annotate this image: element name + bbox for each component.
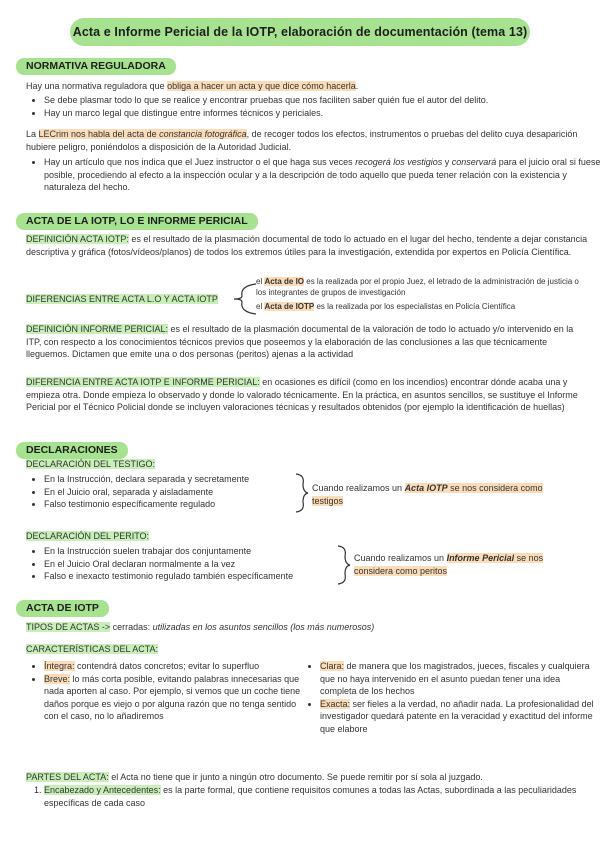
list-item: • Falso e inexacto testimonio regulado también específicamente bbox=[44, 570, 354, 583]
list-item: • Hay un artículo que nos indica que el Juez instructor o el que haga sus veces recogerá los vestigios y conservará para el juicio oral si fuese posible, procediendo al efecto a la inspección ocular y a la descripción de todo aquello que pueda tener relación con la existencia y naturaleza del hecho. bbox=[44, 156, 600, 194]
partes-acta: PARTES DEL ACTA: el Acta no tiene que ir junto a ningún otro documento. Se puede remitir por sí sola al juzgado. bbox=[26, 772, 483, 782]
list-item: • En la Instrucción, declara separada y secretamente bbox=[44, 473, 314, 486]
perito-list bbox=[30, 545, 354, 583]
caracteristicas-label: CARACTERÍSTICAS DEL ACTA: bbox=[26, 644, 159, 654]
partes-list bbox=[30, 784, 600, 809]
testigo-list bbox=[30, 473, 314, 511]
tipos-actas: TIPOS DE ACTAS -> cerradas: utilizadas en los asuntos sencillos (los más numerosos) bbox=[26, 622, 375, 632]
curly-bracket-icon bbox=[293, 472, 311, 514]
definicion-informe-pericial: DEFINICIÓN INFORME PERICIAL: es el resultado de la plasmación documental de la valoración de todo lo actuado y/o intervenido en la ITP, con respecto a los conocimientos técnicos previos que poseemos y la elaboración de las conclusiones a las que técnicamente lleguemos. Dictamen que emite una o dos personas (peritos) ajenas a la actividad bbox=[26, 324, 574, 359]
list-item: • En el Juicio Oral declaran normalmente a la vez bbox=[44, 558, 354, 571]
curly-bracket-icon bbox=[335, 544, 353, 586]
diferencia-acta-iotp: el Acta de IOTP es la realizada por los especialistas en Policía Científica bbox=[256, 302, 516, 311]
perito-note: Cuando realizamos un Informe Pericial se nos considera como peritos bbox=[354, 553, 544, 576]
section-heading-acta-iotp: ACTA DE IOTP bbox=[16, 600, 109, 617]
normativa-bullets bbox=[30, 94, 600, 119]
list-item: • Hay un marco legal que distingue entre informes técnicos y periciales. bbox=[44, 107, 600, 120]
list-item: • Falso testimonio específicamente regulado bbox=[44, 498, 314, 511]
declaracion-perito-label: DECLARACIÓN DEL PERITO: bbox=[26, 531, 150, 541]
list-item: • Íntegra: contendrá datos concretos; evitar lo superfluo bbox=[44, 660, 306, 673]
testigo-note: Cuando realizamos un Acta IOTP se nos considera como testigos bbox=[312, 483, 543, 506]
section-heading-normativa: NORMATIVA REGULADORA bbox=[16, 58, 176, 75]
section-heading-acta-iotp-informe: ACTA DE LA IOTP, LO E INFORME PERICIAL bbox=[16, 213, 258, 230]
paragraph-lecrim: La LECrim nos habla del acta de constancia fotográfica, de recoger todos los efectos, instrumentos o pruebas del delito cuya desaparición hubiere peligro, poniéndolos a disposición de la Autoridad Judicial. bbox=[26, 129, 578, 152]
section-heading-declaraciones: DECLARACIONES bbox=[16, 442, 128, 459]
list-item: • En la Instrucción suelen trabajar dos conjuntamente bbox=[44, 545, 354, 558]
diferencia-acta-io: el Acta de IO es la realizada por el propio Juez, el letrado de la administración de justicia o los integrantes de grupos de investigación bbox=[256, 277, 579, 297]
lecrim-bullets bbox=[30, 156, 600, 194]
list-item: • Breve: lo más corta posible, evitando palabras innecesarias que nada aporten al caso. Por ejemplo, si vemos que un coche tiene daños porque es viejo o por alguna razón que no tenga sentido con el caso, no lo añadiremos bbox=[44, 673, 306, 723]
declaracion-testigo-label: DECLARACIÓN DEL TESTIGO: bbox=[26, 459, 156, 469]
list-item: • Se debe plasmar todo lo que se realice y encontrar pruebas que nos faciliten saber quién fue el autor del delito. bbox=[44, 94, 600, 107]
document-title-banner bbox=[70, 18, 530, 46]
document-title: Acta e Informe Pericial de la IOTP, elaboración de documentación (tema 13) bbox=[72, 25, 528, 39]
caracteristicas-left bbox=[30, 660, 306, 723]
list-item: • Exacta: ser fieles a la verdad, no añadir nada. La profesionalidad del investigador quedará patente en la veracidad y exactitud del informe que elabore bbox=[320, 698, 598, 736]
list-item: • En el Juicio oral, separada y aisladamente bbox=[44, 486, 314, 499]
diferencias-label: DIFERENCIAS ENTRE ACTA L.O Y ACTA IOTP bbox=[26, 294, 218, 304]
diferencia-acta-informe: DIFERENCIA ENTRE ACTA IOTP E INFORME PERICIAL: en ocasiones es difícil (como en los incendios) encontrar dónde acaba una y empieza otra. Donde empieza lo observado y donde lo valorado técnicamente. En la práctica, en asuntos sencillos, se sustituye el Informe Pericial por el Técnico Policial donde se incluyen valoraciones técnicas y resultados obtenidos (por ejemplo la identificación de huellas) bbox=[26, 377, 578, 412]
list-item: 1. Encabezado y Antecedentes: es la parte formal, que contiene requisitos comunes a todas las Actas, subordinada a las peculiaridades específicas de cada caso bbox=[44, 784, 600, 809]
paragraph-normativa-1: Hay una normativa reguladora que obliga a hacer un acta y que dice cómo hacerla. bbox=[26, 81, 359, 91]
definicion-acta-iotp: DEFINICIÓN ACTA IOTP: es el resultado de la plasmación documental de todo lo actuado en el lugar del hecho, tendente a dejar constancia descriptiva y gráfica (fotos/vídeos/planos) de todos los extremos útiles para la investigación, extendida por expertos en Policía Científica. bbox=[26, 234, 588, 257]
caracteristicas-right bbox=[306, 660, 598, 735]
list-item: • Clara: de manera que los magistrados, jueces, fiscales y cualquiera que no haya intervenido en el asunto puedan tener una idea completa de los hechos bbox=[320, 660, 598, 698]
